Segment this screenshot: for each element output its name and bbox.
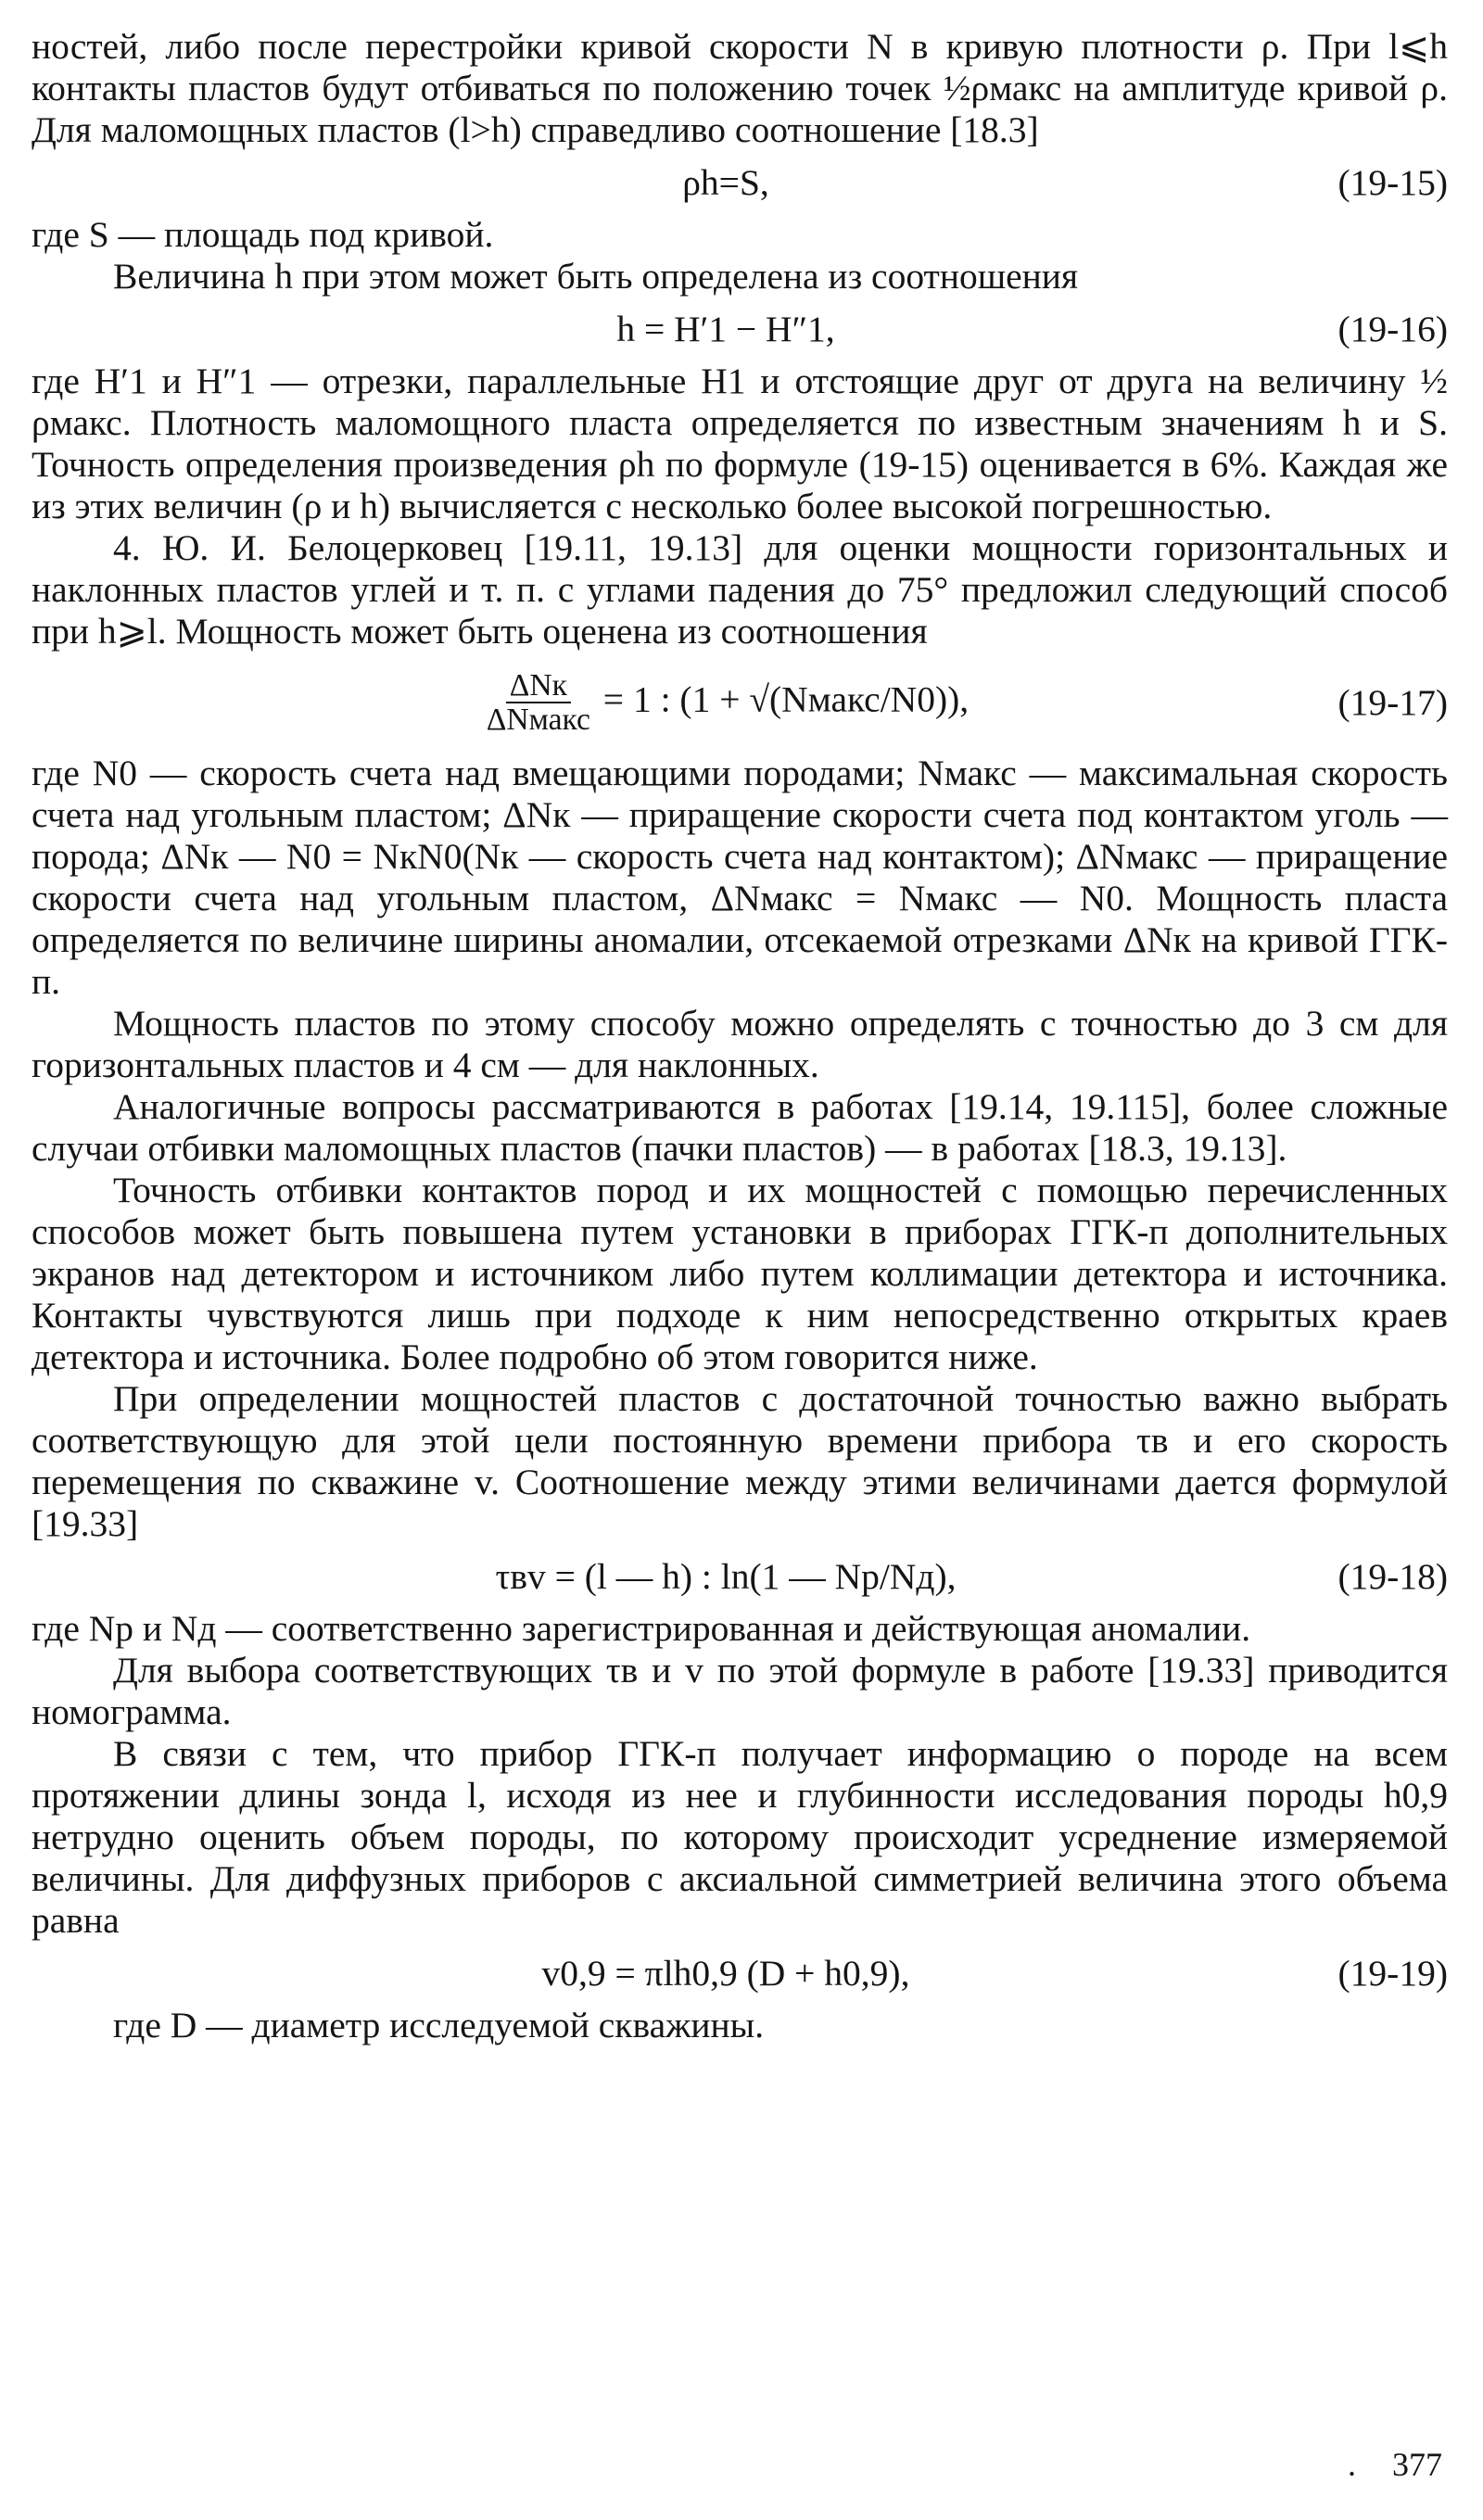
fraction [483, 669, 594, 737]
equation-formula: τвv = (l — h) : ln(1 — Nр/Nд), [495, 1555, 957, 1597]
equation-formula: h = H′1 − H″1, [616, 308, 835, 349]
paragraph: Точность отбивки контактов пород и их мощностей с помощью перечисленных способов может быть повышена путем установки в приборах ГГК-п дополнительных экранов над детектором и источником либо путем коллимации детектора и источника. Контакты чувствуются лишь при подходе к ним непосредственно открытых краев детектора и источника. Более подробно об этом говорится ниже. [32, 1170, 1448, 1377]
equation-number: (19-16) [1337, 308, 1448, 349]
equation-number: (19-19) [1337, 1952, 1448, 1994]
paragraph: где Nр и Nд — соответственно зарегистрированная и действующая аномалии. [32, 1608, 1251, 1649]
page-number: 377 [1392, 2446, 1442, 2483]
equation-formula: ρh=S, [682, 161, 769, 203]
equation-rhs: = 1 : (1 + √(Nмакс/N0)), [602, 678, 970, 720]
equation-19-15 [32, 155, 1448, 210]
paragraph: Величина h при этом может быть определена из соотношения [113, 256, 1079, 297]
paragraph-method-4: 4. Ю. И. Белоцерковец [19.11, 19.13] для оценки мощности горизонтальных и наклонных пластов углей и т. п. с углами падения до 75° предложил следующий способ при h⩾l. Мощность может быть оценена из соотношения [32, 527, 1448, 652]
page-footer [1348, 2444, 1442, 2486]
fraction-numerator: ΔNк [506, 669, 571, 703]
paragraph: где S — площадь под кривой. [32, 214, 494, 255]
equation-number: (19-17) [1337, 681, 1448, 723]
equation-number: (19-15) [1337, 161, 1448, 203]
footer-mark: . [1348, 2446, 1356, 2483]
paragraph: При определении мощностей пластов с достаточной точностью важно выбрать соответствующую для этой цели постоянную времени прибора τв и его скорость перемещения по скважине v. Соотношение между этими величинами дается формулой [19.33] [32, 1378, 1448, 1544]
equation-19-17 [32, 656, 1448, 749]
fraction-denominator: ΔNмакс [486, 703, 590, 737]
paragraph: где H′1 и H″1 — отрезки, параллельные H1 и отстоящие друг от друга на величину ½ ρмакс. Плотность маломощного пласта определяется по известным значениям h и S. Точность определения произведения ρh по формуле (19-15) оценивается в 6%. Каждая же из этих величин (ρ и h) вычисляется с несколько более высокой погрешностью. [32, 361, 1448, 526]
equation-19-16 [32, 301, 1448, 357]
paragraph: где D — диаметр исследуемой скважины. [113, 2005, 765, 2045]
paragraph: В связи с тем, что прибор ГГК-п получает информацию о породе на всем протяжении длины зонда l, исходя из нее и глубинности исследования породы h0,9 нетрудно оценить объем породы, по которому происходит усреднение измеряемой величины. Для диффузных приборов с аксиальной симметрией величина этого объема равна [32, 1733, 1448, 1941]
equation-number: (19-18) [1337, 1555, 1448, 1597]
equation-19-18 [32, 1549, 1448, 1604]
paragraph-continued: ностей, либо после перестройки кривой скорости N в кривую плотности ρ. При l⩽h контакты пластов будут отбиваться по положению точек ½ρмакс на амплитуде кривой ρ. Для маломощных пластов (l>h) справедливо соотношение [18.3] [32, 26, 1448, 150]
equation-19-19 [32, 1945, 1448, 2001]
paragraph: Мощность пластов по этому способу можно определять с точностью до 3 см для горизонтальных пластов и 4 см — для наклонных. [32, 1003, 1448, 1085]
equation-formula: v0,9 = πlh0,9 (D + h0,9), [541, 1952, 910, 1994]
paragraph: Для выбора соответствующих τв и v по этой формуле в работе [19.33] приводится номограмма. [32, 1650, 1448, 1732]
paragraph: где N0 — скорость счета над вмещающими породами; Nмакс — максимальная скорость счета над угольным пластом; ΔNк — приращение скорости счета под контактом уголь — порода; ΔNк — N0 = NкN0(Nк — скорость счета над контактом); ΔNмакс — приращение скорости счета над угольным пластом, ΔNмакс = Nмакс — N0. Мощность пласта определяется по величине ширины аномалии, отсекаемой отрезками ΔNк на кривой ГГК-п. [32, 753, 1448, 1002]
paragraph: Аналогичные вопросы рассматриваются в работах [19.14, 19.115], более сложные случаи отбивки маломощных пластов (пачки пластов) — в работах [18.3, 19.13]. [32, 1086, 1448, 1169]
equation-formula [32, 669, 1290, 737]
